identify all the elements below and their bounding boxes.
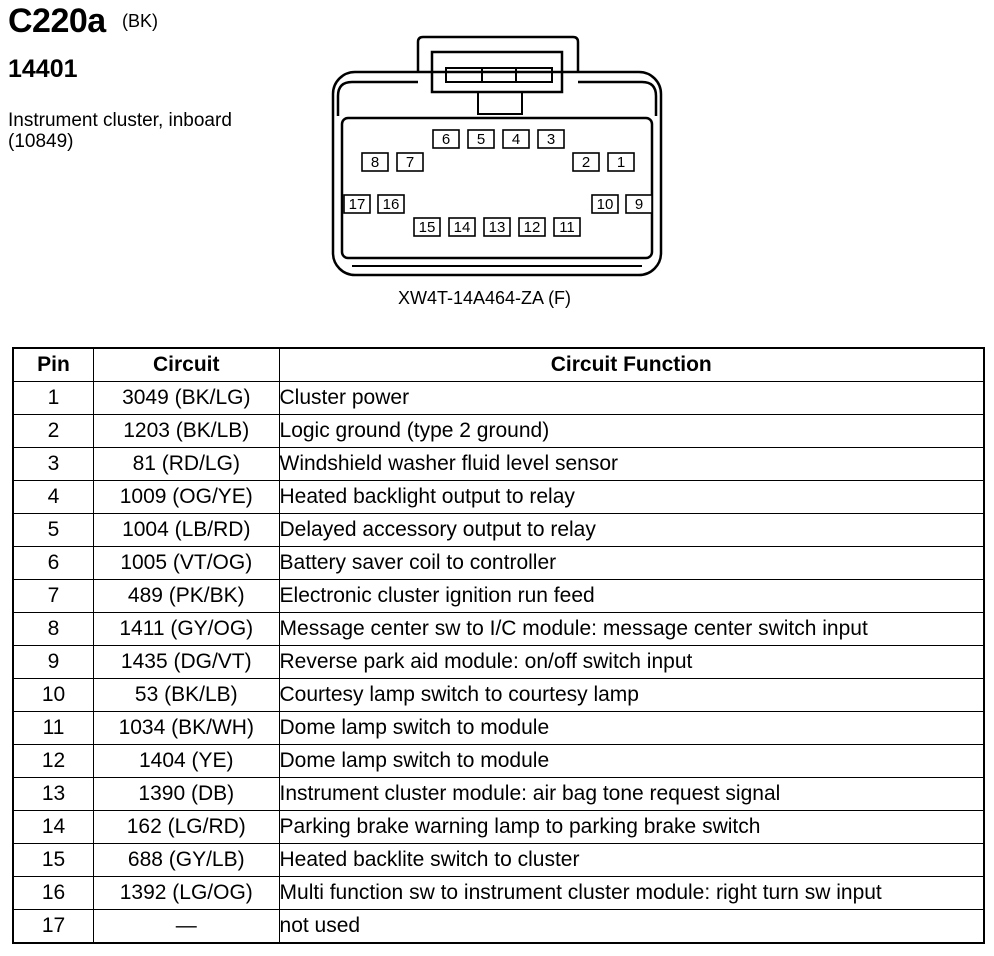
connector-color: (BK)	[122, 11, 158, 31]
function-cell: Heated backlight output to relay	[279, 481, 984, 514]
pin-cell: 12	[13, 745, 94, 778]
function-cell: not used	[279, 910, 984, 944]
pin-cell: 9	[13, 646, 94, 679]
pin-cell: 7	[13, 580, 94, 613]
function-cell: Delayed accessory output to relay	[279, 514, 984, 547]
circuit-cell: 1392 (LG/OG)	[94, 877, 280, 910]
pin-table	[12, 347, 985, 944]
connector-pin-label: 5	[476, 131, 486, 148]
connector-pin-8	[362, 153, 388, 171]
connector-face-diagram	[330, 34, 664, 280]
table-row	[13, 679, 984, 712]
table-row	[13, 481, 984, 514]
connector-pin-10	[592, 195, 618, 213]
connector-pin-label: 10	[596, 196, 614, 213]
connector-pin-label: 9	[634, 196, 644, 213]
pin-cell: 17	[13, 910, 94, 944]
circuit-cell: 1411 (GY/OG)	[94, 613, 280, 646]
circuit-cell: 53 (BK/LB)	[94, 679, 280, 712]
pin-cell: 16	[13, 877, 94, 910]
function-cell: Parking brake warning lamp to parking brake switch	[279, 811, 984, 844]
pin-cavity	[342, 118, 652, 258]
description-line-1: Instrument cluster, inboard	[8, 110, 232, 131]
circuit-cell: 489 (PK/BK)	[94, 580, 280, 613]
connector-pin-3	[538, 130, 564, 148]
circuit-cell: —	[94, 910, 280, 944]
table-row	[13, 910, 984, 944]
circuit-cell: 1009 (OG/YE)	[94, 481, 280, 514]
header-circuit: Circuit	[94, 348, 280, 382]
table-row	[13, 547, 984, 580]
table-row	[13, 778, 984, 811]
connector-pin-label: 3	[546, 131, 556, 148]
function-cell: Instrument cluster module: air bag tone request signal	[279, 778, 984, 811]
connector-pin-label: 1	[616, 154, 626, 171]
connector-pin-13	[484, 218, 510, 236]
connector-pin-label: 12	[523, 219, 541, 236]
connector-pin-14	[449, 218, 475, 236]
circuit-cell: 162 (LG/RD)	[94, 811, 280, 844]
pin-cell: 13	[13, 778, 94, 811]
connector-pin-5	[468, 130, 494, 148]
table-row	[13, 580, 984, 613]
connector-pin-label: 11	[559, 219, 575, 236]
pin-cell: 15	[13, 844, 94, 877]
connector-pin-6	[433, 130, 459, 148]
circuit-cell: 688 (GY/LB)	[94, 844, 280, 877]
connector-pin-label: 6	[441, 131, 451, 148]
part-number: 14401	[8, 55, 78, 83]
function-cell: Logic ground (type 2 ground)	[279, 415, 984, 448]
pin-cell: 5	[13, 514, 94, 547]
connector-pin-16	[378, 195, 404, 213]
circuit-cell: 3049 (BK/LG)	[94, 382, 280, 415]
table-row	[13, 811, 984, 844]
connector-shell	[333, 72, 661, 275]
connector-pin-label: 4	[511, 131, 521, 148]
circuit-cell: 1034 (BK/WH)	[94, 712, 280, 745]
function-cell: Dome lamp switch to module	[279, 745, 984, 778]
description-line-2: (10849)	[8, 131, 74, 152]
table-row	[13, 712, 984, 745]
table-row	[13, 646, 984, 679]
connector-pin-label: 16	[382, 196, 400, 213]
connector-pin-label: 17	[348, 196, 366, 213]
connector-pin-9	[626, 195, 652, 213]
pin-cell: 6	[13, 547, 94, 580]
connector-pin-7	[397, 153, 423, 171]
table-row	[13, 844, 984, 877]
circuit-cell: 1404 (YE)	[94, 745, 280, 778]
connector-pin-11	[554, 218, 580, 236]
connector-id: C220a	[8, 2, 106, 40]
function-cell: Windshield washer fluid level sensor	[279, 448, 984, 481]
table-row	[13, 877, 984, 910]
function-cell: Reverse park aid module: on/off switch input	[279, 646, 984, 679]
pin-cell: 4	[13, 481, 94, 514]
function-cell: Dome lamp switch to module	[279, 712, 984, 745]
function-cell: Electronic cluster ignition run feed	[279, 580, 984, 613]
circuit-cell: 1005 (VT/OG)	[94, 547, 280, 580]
circuit-cell: 1435 (DG/VT)	[94, 646, 280, 679]
table-row	[13, 745, 984, 778]
function-cell: Courtesy lamp switch to courtesy lamp	[279, 679, 984, 712]
pin-cell: 10	[13, 679, 94, 712]
function-cell: Cluster power	[279, 382, 984, 415]
function-cell: Heated backlite switch to cluster	[279, 844, 984, 877]
pin-cell: 8	[13, 613, 94, 646]
circuit-cell: 81 (RD/LG)	[94, 448, 280, 481]
connector-pin-4	[503, 130, 529, 148]
circuit-cell: 1203 (BK/LB)	[94, 415, 280, 448]
connector-pin-1	[608, 153, 634, 171]
connector-part-code: XW4T-14A464-ZA (F)	[398, 288, 572, 308]
table-row	[13, 382, 984, 415]
connector-pin-label: 13	[488, 219, 506, 236]
function-cell: Message center sw to I/C module: message center switch input	[279, 613, 984, 646]
connector-pin-label: 7	[405, 154, 415, 171]
table-row	[13, 613, 984, 646]
pin-cell: 1	[13, 382, 94, 415]
connector-pin-label: 15	[418, 219, 436, 236]
pin-cell: 2	[13, 415, 94, 448]
pin-cell: 3	[13, 448, 94, 481]
function-cell: Multi function sw to instrument cluster module: right turn sw input	[279, 877, 984, 910]
connector-pin-label: 14	[453, 219, 471, 236]
connector-pin-label: 2	[581, 154, 591, 171]
table-row	[13, 514, 984, 547]
connector-pin-15	[414, 218, 440, 236]
connector-pin-12	[519, 218, 545, 236]
pin-cell: 11	[13, 712, 94, 745]
table-header-row	[13, 348, 984, 382]
function-cell: Battery saver coil to controller	[279, 547, 984, 580]
connector-pin-label: 8	[370, 154, 380, 171]
table-row	[13, 415, 984, 448]
circuit-cell: 1390 (DB)	[94, 778, 280, 811]
connector-pin-17	[344, 195, 370, 213]
circuit-cell: 1004 (LB/RD)	[94, 514, 280, 547]
header-pin: Pin	[13, 348, 94, 382]
connector-description	[8, 110, 232, 152]
table-row	[13, 448, 984, 481]
header-circuit-function: Circuit Function	[279, 348, 984, 382]
locking-tab	[418, 37, 578, 72]
connector-pin-2	[573, 153, 599, 171]
pin-cell: 14	[13, 811, 94, 844]
